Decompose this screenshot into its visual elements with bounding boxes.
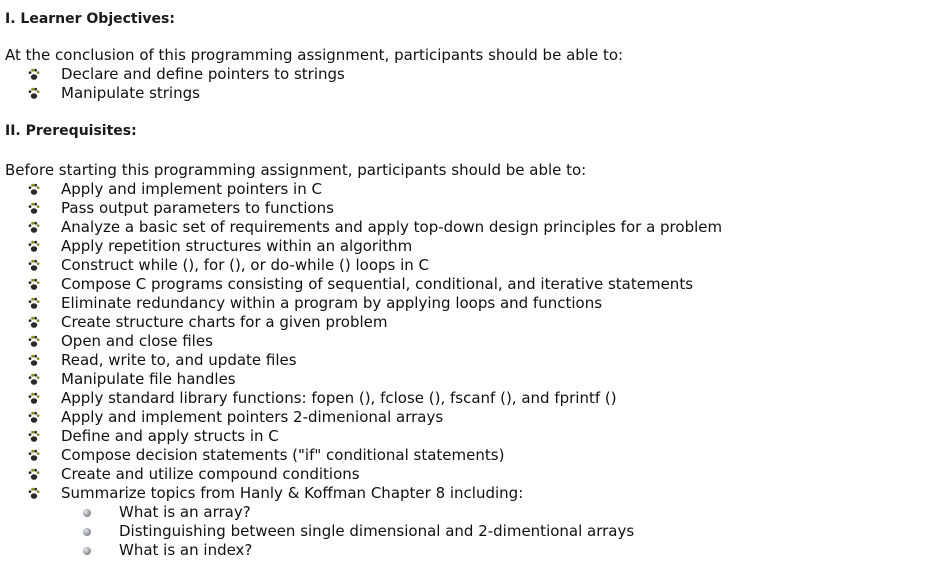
objective-item-text: Manipulate strings — [61, 84, 200, 102]
prerequisite-item-text: Summarize topics from Hanly & Koffman Chapter 8 including: — [61, 484, 524, 502]
section-heading-prerequisites: II. Prerequisites: — [5, 123, 137, 139]
paw-print-icon — [28, 183, 40, 196]
chapter-topic-item — [5, 503, 927, 522]
paw-print-icon — [28, 411, 40, 424]
chapter-topic-item — [5, 522, 927, 541]
prerequisite-item — [5, 218, 927, 237]
prerequisites-list — [5, 180, 927, 503]
prerequisite-item-text: Analyze a basic set of requirements and apply top-down design principles for a problem — [61, 218, 723, 236]
chapter-topics-list — [5, 503, 927, 560]
objectives-list — [5, 65, 927, 103]
paw-print-icon — [28, 259, 40, 272]
paw-print-icon — [28, 87, 40, 100]
prerequisite-item-text: Open and close files — [61, 332, 213, 350]
gray-dot-icon — [83, 547, 91, 555]
prerequisite-item-text: Compose C programs consisting of sequential, conditional, and iterative statements — [61, 275, 694, 293]
paw-print-icon — [28, 278, 40, 291]
prerequisite-item-text: Eliminate redundancy within a program by applying loops and functions — [61, 294, 603, 312]
paw-print-icon — [28, 221, 40, 234]
prerequisite-item — [5, 484, 927, 503]
objective-item — [5, 65, 927, 84]
prerequisite-item — [5, 332, 927, 351]
paw-print-icon — [28, 449, 40, 462]
objective-item — [5, 84, 927, 103]
prerequisite-item-text: Create and utilize compound conditions — [61, 465, 360, 483]
prerequisite-item — [5, 389, 927, 408]
prerequisite-item-text: Compose decision statements ("if" conditional statements) — [61, 446, 505, 464]
gray-dot-icon — [83, 509, 91, 517]
prerequisite-item — [5, 351, 927, 370]
section-heading-objectives: I. Learner Objectives: — [5, 11, 175, 27]
prerequisite-item — [5, 199, 927, 218]
prerequisite-item — [5, 237, 927, 256]
objective-item-text: Declare and define pointers to strings — [61, 65, 345, 83]
paw-print-icon — [28, 316, 40, 329]
prerequisite-item-text: Construct while (), for (), or do-while () loops in C — [61, 256, 430, 274]
document — [5, 10, 927, 560]
paw-print-icon — [28, 392, 40, 405]
prerequisite-item-text: Apply and implement pointers 2-dimenional arrays — [61, 408, 444, 426]
chapter-topic-text: What is an array? — [119, 503, 251, 521]
objectives-intro: At the conclusion of this programming assignment, participants should be able to: — [5, 46, 624, 64]
paw-print-icon — [28, 68, 40, 81]
paw-print-icon — [28, 468, 40, 481]
chapter-topic-text: Distinguishing between single dimensional and 2-dimentional arrays — [119, 522, 635, 540]
paw-print-icon — [28, 430, 40, 443]
paw-print-icon — [28, 373, 40, 386]
paw-print-icon — [28, 335, 40, 348]
prerequisites-intro: Before starting this programming assignment, participants should be able to: — [5, 161, 587, 179]
chapter-topic-text: What is an index? — [119, 541, 253, 559]
paw-print-icon — [28, 297, 40, 310]
prerequisite-item — [5, 275, 927, 294]
gray-dot-icon — [83, 528, 91, 536]
prerequisite-item-text: Define and apply structs in C — [61, 427, 279, 445]
prerequisite-item — [5, 294, 927, 313]
paw-print-icon — [28, 202, 40, 215]
prerequisite-item-text: Read, write to, and update files — [61, 351, 297, 369]
paw-print-icon — [28, 487, 40, 500]
prerequisite-item-text: Apply standard library functions: fopen (), fclose (), fscanf (), and fprintf () — [61, 389, 617, 407]
prerequisite-item — [5, 408, 927, 427]
prerequisite-item-text: Apply and implement pointers in C — [61, 180, 322, 198]
prerequisite-item-text: Pass output parameters to functions — [61, 199, 334, 217]
prerequisite-item-text: Apply repetition structures within an algorithm — [61, 237, 413, 255]
prerequisite-item-text: Manipulate file handles — [61, 370, 236, 388]
prerequisite-item — [5, 370, 927, 389]
prerequisite-item — [5, 427, 927, 446]
prerequisite-item-text: Create structure charts for a given problem — [61, 313, 388, 331]
prerequisite-item — [5, 313, 927, 332]
chapter-topic-item — [5, 541, 927, 560]
prerequisite-item — [5, 446, 927, 465]
paw-print-icon — [28, 240, 40, 253]
prerequisite-item — [5, 180, 927, 199]
prerequisite-item — [5, 256, 927, 275]
prerequisite-item — [5, 465, 927, 484]
paw-print-icon — [28, 354, 40, 367]
